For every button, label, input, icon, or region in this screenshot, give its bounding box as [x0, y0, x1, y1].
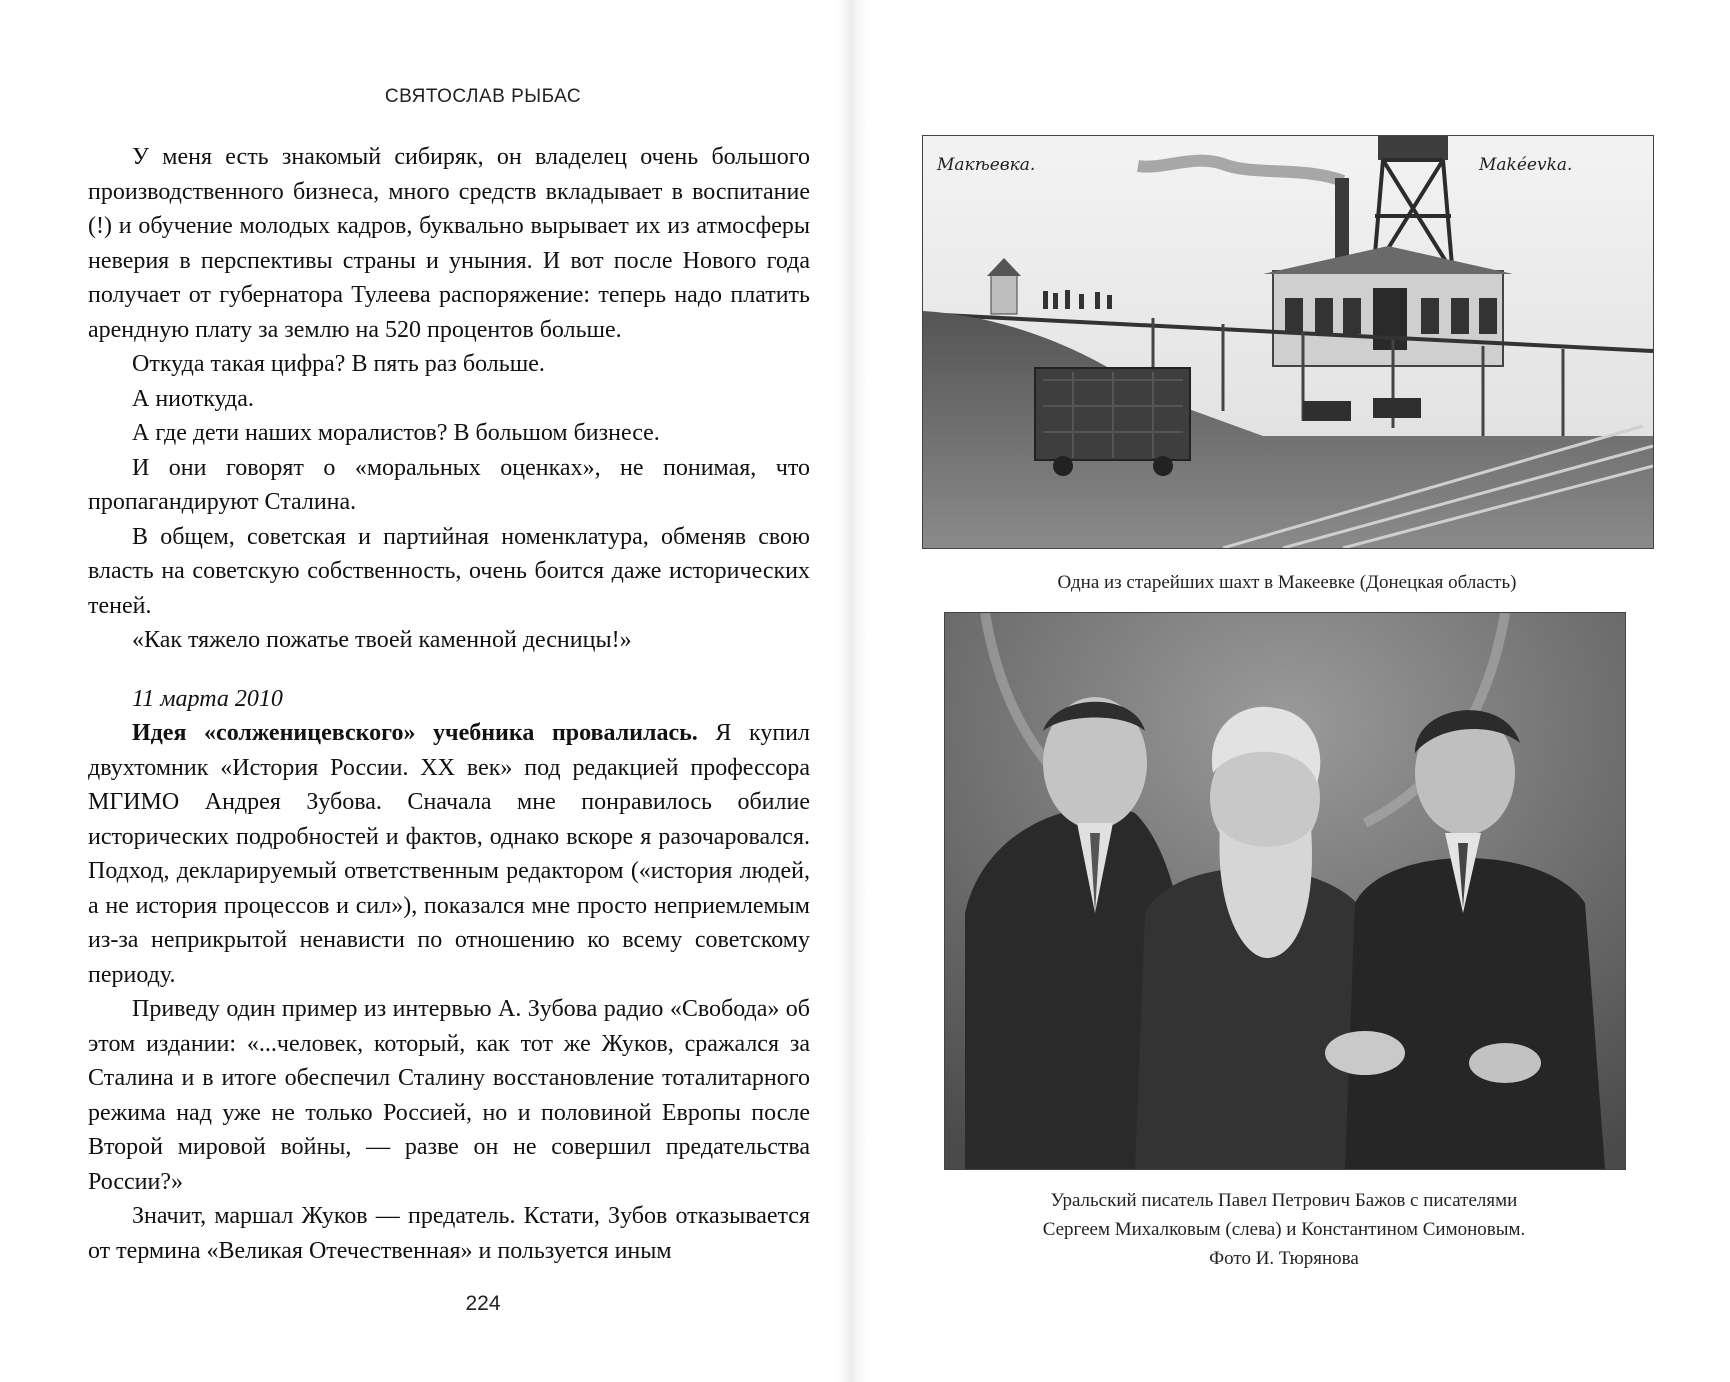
caption-line: Фото И. Тюрянова [1209, 1248, 1359, 1269]
entry-date: 11 марта 2010 [132, 685, 283, 712]
paragraph [88, 716, 810, 992]
paragraph: У меня есть знакомый сибиряк, он владелец очень большого производственного бизнеса, много средств вкладывает в воспитание (!) и обучение молодых кадров, буквально вырывает их из атмосферы неверия в перспективы страны и уныния. И вот после Нового года получает от губернатора Тулеева распоряжение: теперь надо платить арендную плату за землю на 520 процентов больше. [88, 144, 810, 343]
paragraph: И они говорят о «моральных оценках», не понимая, что пропагандируют Сталина. [88, 454, 810, 515]
postcard-label-right: Makéevka. [1479, 155, 1573, 175]
paragraph: Значит, маршал Жуков — предатель. Кстати, Зубов отказывается от термина «Великая Отечественная» и пользуется иным [88, 1203, 810, 1264]
body-text [88, 140, 810, 1268]
paragraph: «Как тяжело пожатье твоей каменной десницы!» [132, 627, 632, 653]
caption-line: Сергеем Михалковым (слева) и Константином Симоновым. [1042, 1219, 1526, 1240]
photo-caption-2 [944, 1186, 1624, 1273]
paragraph: А где дети наших моралистов? В большом бизнесе. [132, 420, 660, 446]
postcard-label-left: Макѣевка. [937, 155, 1036, 175]
writers-photo [944, 612, 1626, 1170]
book-gutter [838, 0, 868, 1382]
caption-line: Уральский писатель Павел Петрович Бажов с писателями [1050, 1190, 1518, 1211]
paragraph: Откуда такая цифра? В пять раз больше. [132, 351, 545, 377]
page-number: 224 [465, 1292, 501, 1315]
paragraph-continuation: Я купил двухтомник «История России. XX век» под редакцией профессора МГИМО Андрея Зубова. Сначала мне понравилось обилие исторических подробностей и фактов, однако вскоре я разочаровался. Подход, декларируемый ответственным редактором («история людей, а не история процессов и сил»), показался мне просто неприемлемым из-за неприкрытой ненависти по отношению ко всему советскому периоду. [88, 720, 811, 988]
writers-photo-drawing [945, 613, 1625, 1169]
paragraph: Приведу один пример из интервью А. Зубова радио «Свобода» об этом издании: «...человек, который, как тот же Жуков, сражался за Сталина и в итоге обеспечил Сталину восстановление тоталитарного режима над уже не только Россией, но и половиной Европы после Второй мировой войны, — разве он не совершил предательства России?» [88, 996, 810, 1195]
paragraph: В общем, советская и партийная номенклатура, обменяв свою власть на советскую собственность, очень боится даже исторических теней. [88, 523, 810, 619]
paragraph: А ниоткуда. [132, 385, 254, 412]
mine-photo-drawing [923, 136, 1653, 548]
running-head: СВЯТОСЛАВ РЫБАС [384, 86, 582, 107]
mine-photo [922, 135, 1654, 549]
photo-caption-1: Одна из старейших шахт в Макеевке (Донецкая область) [1057, 572, 1517, 593]
lead-sentence: Идея «солженицевского» учебника провалилась. [132, 720, 698, 746]
